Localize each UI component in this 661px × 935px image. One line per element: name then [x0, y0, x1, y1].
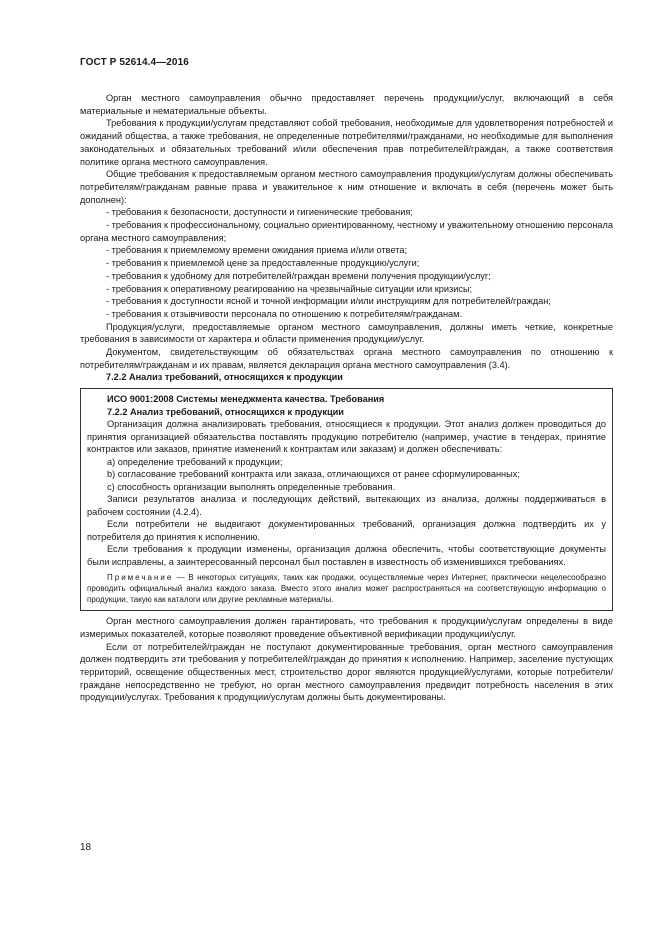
iso-box-paragraph-2: Если потребители не выдвигают документированных требований, организация должна подтвердить их у потребителя до принятия к исполнению. — [87, 519, 606, 542]
iso-box-intro: Организация должна анализировать требования, относящиеся к продукции. Этот анализ должен проводиться до принятия организацией обязательства поставлять продукцию потребителю (например, участие в тендерах, принятие контрактов или заказов, принятие изменений к контрактам или заказам) и должен обеспечивать: — [87, 419, 606, 455]
intro-paragraph-3: Общие требования к предоставляемым органом местного самоуправления продукции/услугам должны обеспечивать потребителям/гражданам равные права и уважительное к ним отношение и включать в себя (перечень может быть дополнен): — [80, 169, 613, 205]
list-item: - требования к доступности ясной и точной информации и/или инструкциям для потребителей/граждан; — [106, 296, 551, 307]
iso-box-item: c) способность организации выполнять определенные требования. — [107, 481, 396, 492]
closing-section — [80, 615, 613, 704]
closing-paragraph-1: Орган местного самоуправления должен гарантировать, что требования к продукции/услугам определены в виде измеримых показателей, которые позволяют проведение объективной верификации продукции/услуг. — [80, 616, 613, 639]
closing-paragraph-2: Если от потребителей/граждан не поступают документированные требования, орган местного самоуправления должен подтвердить эти требования у потребителей/граждан до принятия к исполнению. Например, заселение пустующих территорий, освещение общественных мест, строительство дорог являются продукцией/услугами, которые потребители/граждане непосредственно не требуют, но орган местного самоуправления предвидит потребность населения в этих продукции/услугах. Требования к продукции/услугам должны быть документированы. — [80, 641, 613, 703]
iso-box-note — [87, 572, 606, 605]
list-item: - требования к удобному для потребителей/граждан времени получения продукции/услуг; — [106, 270, 491, 281]
list-item: - требования к профессиональному, социально ориентированному, честному и уважительному отношению персонала органа местного самоуправления; — [80, 220, 613, 243]
list-item: - требования к безопасности, доступности и гигиенические требования; — [106, 207, 413, 218]
iso-quote-box — [80, 388, 613, 611]
iso-box-subtitle: 7.2.2 Анализ требований, относящихся к продукции — [107, 406, 344, 417]
iso-box-paragraph-3: Если требования к продукции изменены, организация должна обеспечить, чтобы соответствующие документы были исправлены, а заинтересованный персонал был поставлен в известность об изменившихся требованиях. — [87, 544, 606, 567]
page-body — [80, 92, 613, 704]
page-number: 18 — [80, 842, 92, 853]
iso-box-title: ИСО 9001:2008 Системы менеджмента качества. Требования — [107, 394, 385, 405]
list-item: - требования к приемлемой цене за предоставленные продукцию/услуги; — [106, 258, 420, 269]
iso-box-paragraph-1: Записи результатов анализа и последующих действий, вытекающих из анализа, должны поддерживаться в рабочем состоянии (4.2.4). — [87, 494, 606, 517]
iso-box-item: b) согласование требований контракта или заказа, отличающихся от ранее сформулированных; — [107, 469, 520, 480]
post-list-paragraph-2: Документом, свидетельствующим об обязательствах органа местного самоуправления по отношению к потребителям/гражданам и их правам, является декларация органа местного самоуправления (3.4). — [80, 347, 613, 370]
intro-paragraph-2: Требования к продукции/услугам представляют собой требования, необходимые для удовлетворения потребностей и ожиданий общества, а также требования, не определенные потребителями/гражданами, но необходимые для выполнения законодательных и обязательных требований и/или обеспечения прав потребителей/граждан, а также соответствия политике органа местного самоуправления. — [80, 118, 613, 167]
document-header: ГОСТ Р 52614.4—2016 — [80, 57, 189, 68]
list-item: - требования к оперативному реагированию на чрезвычайные ситуации или кризисы; — [106, 283, 473, 294]
intro-paragraph-1: Орган местного самоуправления обычно предоставляет перечень продукции/услуг, включающий в себя материальные и нематериальные объекты. — [80, 93, 613, 116]
section-heading: 7.2.2 Анализ требований, относящихся к продукции — [106, 372, 343, 383]
iso-box-item: а) определение требований к продукции; — [107, 456, 283, 467]
note-label: Примечание — [107, 573, 174, 583]
post-list-paragraph-1: Продукция/услуги, предоставляемые органом местного самоуправления, должны иметь четкие, конкретные требования в зависимости от характера и области применения продукции/услуг. — [80, 321, 613, 345]
list-item: - требования к приемлемому времени ожидания приема и/или ответа; — [106, 245, 408, 256]
list-item: - требования к отзывчивости персонала по отношению к потребителям/гражданам. — [106, 308, 462, 319]
requirements-list — [80, 206, 613, 320]
note-text: — В некоторых ситуациях, таких как продажи, осуществляемые через Интернет, практически нецелесообразно проводить официальный анализ каждого заказа. Вместо этого анализ может распространяться на соответствующую информацию о продукции, такую как каталоги или другие рекламные материалы. — [87, 573, 606, 605]
